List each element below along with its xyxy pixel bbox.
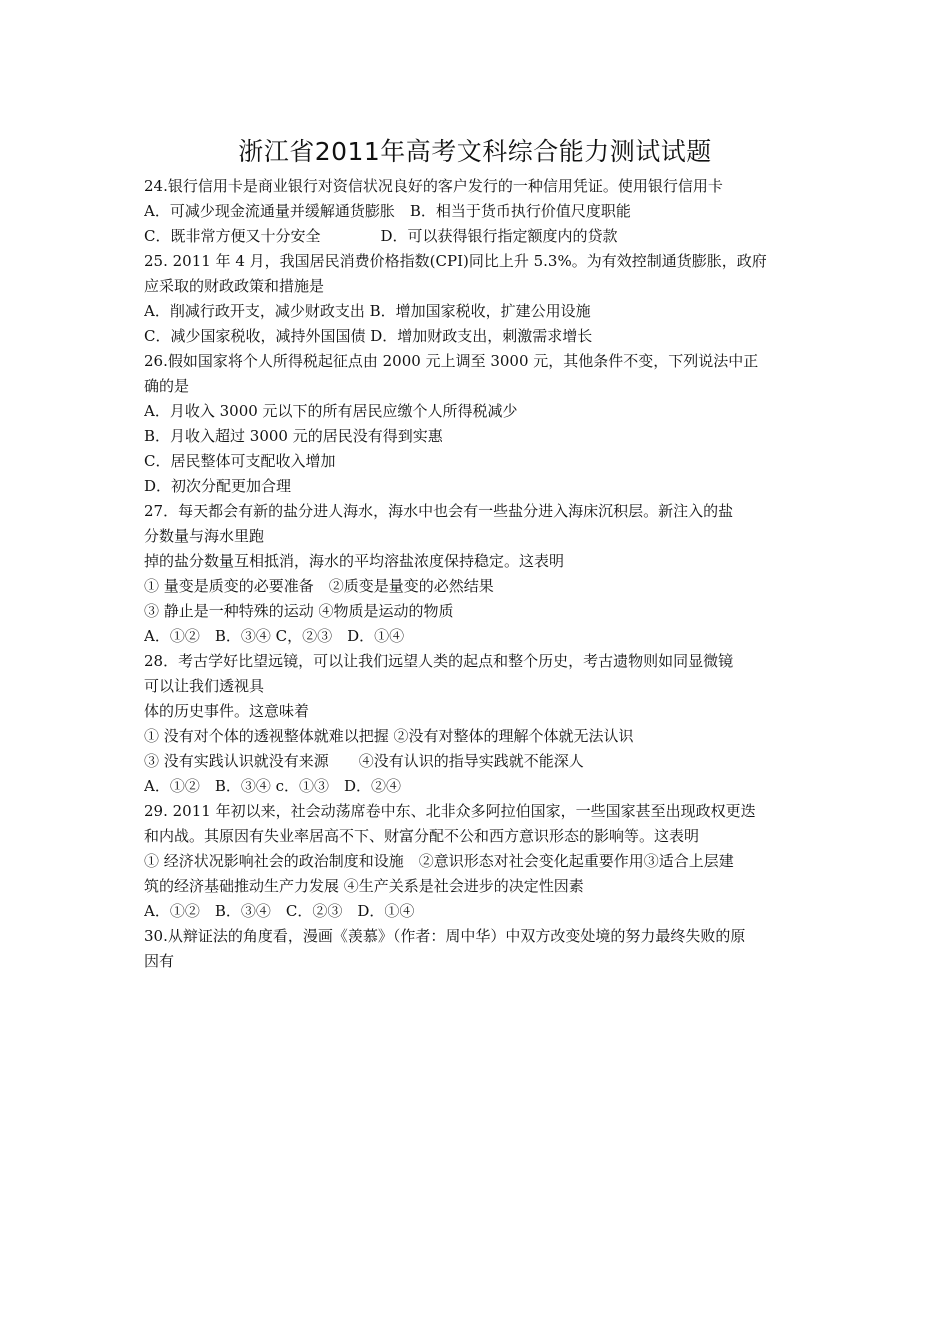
text-line: A．①② B．③④ C．②③ D．①④ — [144, 902, 415, 920]
text-line: 29. 2011 年初以来，社会动荡席卷中东、北非众多阿拉伯国家，一些国家甚至出现政权更迭 — [144, 802, 756, 820]
text-line: 掉的盐分数量互相抵消，海水的平均溶盐浓度保持稳定。这表明 — [144, 552, 565, 570]
text-line: A．①② B．③④ C，②③ D．①④ — [144, 627, 405, 645]
text-line: 确的是 — [144, 377, 190, 395]
text-line: C．既非常方便又十分安全 D．可以获得银行指定额度内的贷款 — [144, 227, 618, 245]
text-line: 28．考古学好比望远镜，可以让我们远望人类的起点和整个历史，考古遗物则如同显微镜 — [144, 652, 734, 670]
text-line: A．①② B．③④ c．①③ D．②④ — [144, 777, 402, 795]
text-line: 因有 — [144, 952, 175, 970]
text-line: ③ 没有实践认识就没有来源 ④没有认识的指导实践就不能深人 — [144, 752, 584, 770]
text-line: ① 经济状况影响社会的政治制度和设施 ②意识形态对社会变化起重要作用③适合上层建 — [144, 852, 734, 870]
text-line: A．削减行政开支，减少财政支出 B．增加国家税收，扩建公用设施 — [144, 302, 591, 320]
text-line: 26.假如国家将个人所得税起征点由 2000 元上调至 3000 元，其他条件不变，下列说法中正 — [144, 352, 759, 370]
page-title: 浙江省2011年高考文科综合能力测试试题 — [238, 137, 712, 166]
text-line: D．初次分配更加合理 — [144, 477, 292, 495]
text-line: C．减少国家税收，减持外国国债 D．增加财政支出，刺激需求增长 — [144, 327, 593, 345]
text-line: ① 量变是质变的必要准备 ②质变是量变的必然结果 — [144, 577, 494, 595]
text-line: 25. 2011 年 4 月，我国居民消费价格指数(CPI)同比上升 5.3%。为有效控制通货膨胀，政府 — [144, 252, 767, 270]
text-line: A．月收入 3000 元以下的所有居民应缴个人所得税减少 — [144, 402, 518, 420]
text-line: 27．每天都会有新的盐分进人海水，海水中也会有一些盐分进入海床沉积层。新注入的盐 — [144, 502, 734, 520]
text-line: C．居民整体可支配收入增加 — [144, 452, 336, 470]
text-line: ③ 静止是一种特殊的运动 ④物质是运动的物质 — [144, 602, 454, 620]
text-line: 可以让我们透视具 — [144, 677, 265, 695]
text-line: 体的历史事件。这意味着 — [144, 702, 310, 720]
text-line: 应采取的财政政策和措施是 — [144, 277, 325, 295]
text-line: 分数量与海水里跑 — [144, 527, 265, 545]
text-line: 和内战。其原因有失业率居高不下、财富分配不公和西方意识形态的影响等。这表明 — [144, 827, 700, 845]
text-line: ① 没有对个体的透视整体就难以把握 ②没有对整体的理解个体就无法认识 — [144, 727, 634, 745]
text-line: B．月收入超过 3000 元的居民没有得到实惠 — [144, 427, 443, 445]
text-line: 筑的经济基础推动生产力发展 ④生产关系是社会进步的决定性因素 — [144, 877, 584, 895]
text-line: A．可减少现金流通量并缓解通货膨胀 B．相当于货币执行价值尺度职能 — [144, 202, 631, 220]
question-text — [144, 174, 812, 974]
text-line: 24.银行信用卡是商业银行对资信状况良好的客户发行的一种信用凭证。使用银行信用卡 — [144, 177, 723, 195]
text-line: 30.从辩证法的角度看，漫画《羡慕》（作者：周中华）中双方改变处境的努力最终失败的原 — [144, 927, 746, 945]
